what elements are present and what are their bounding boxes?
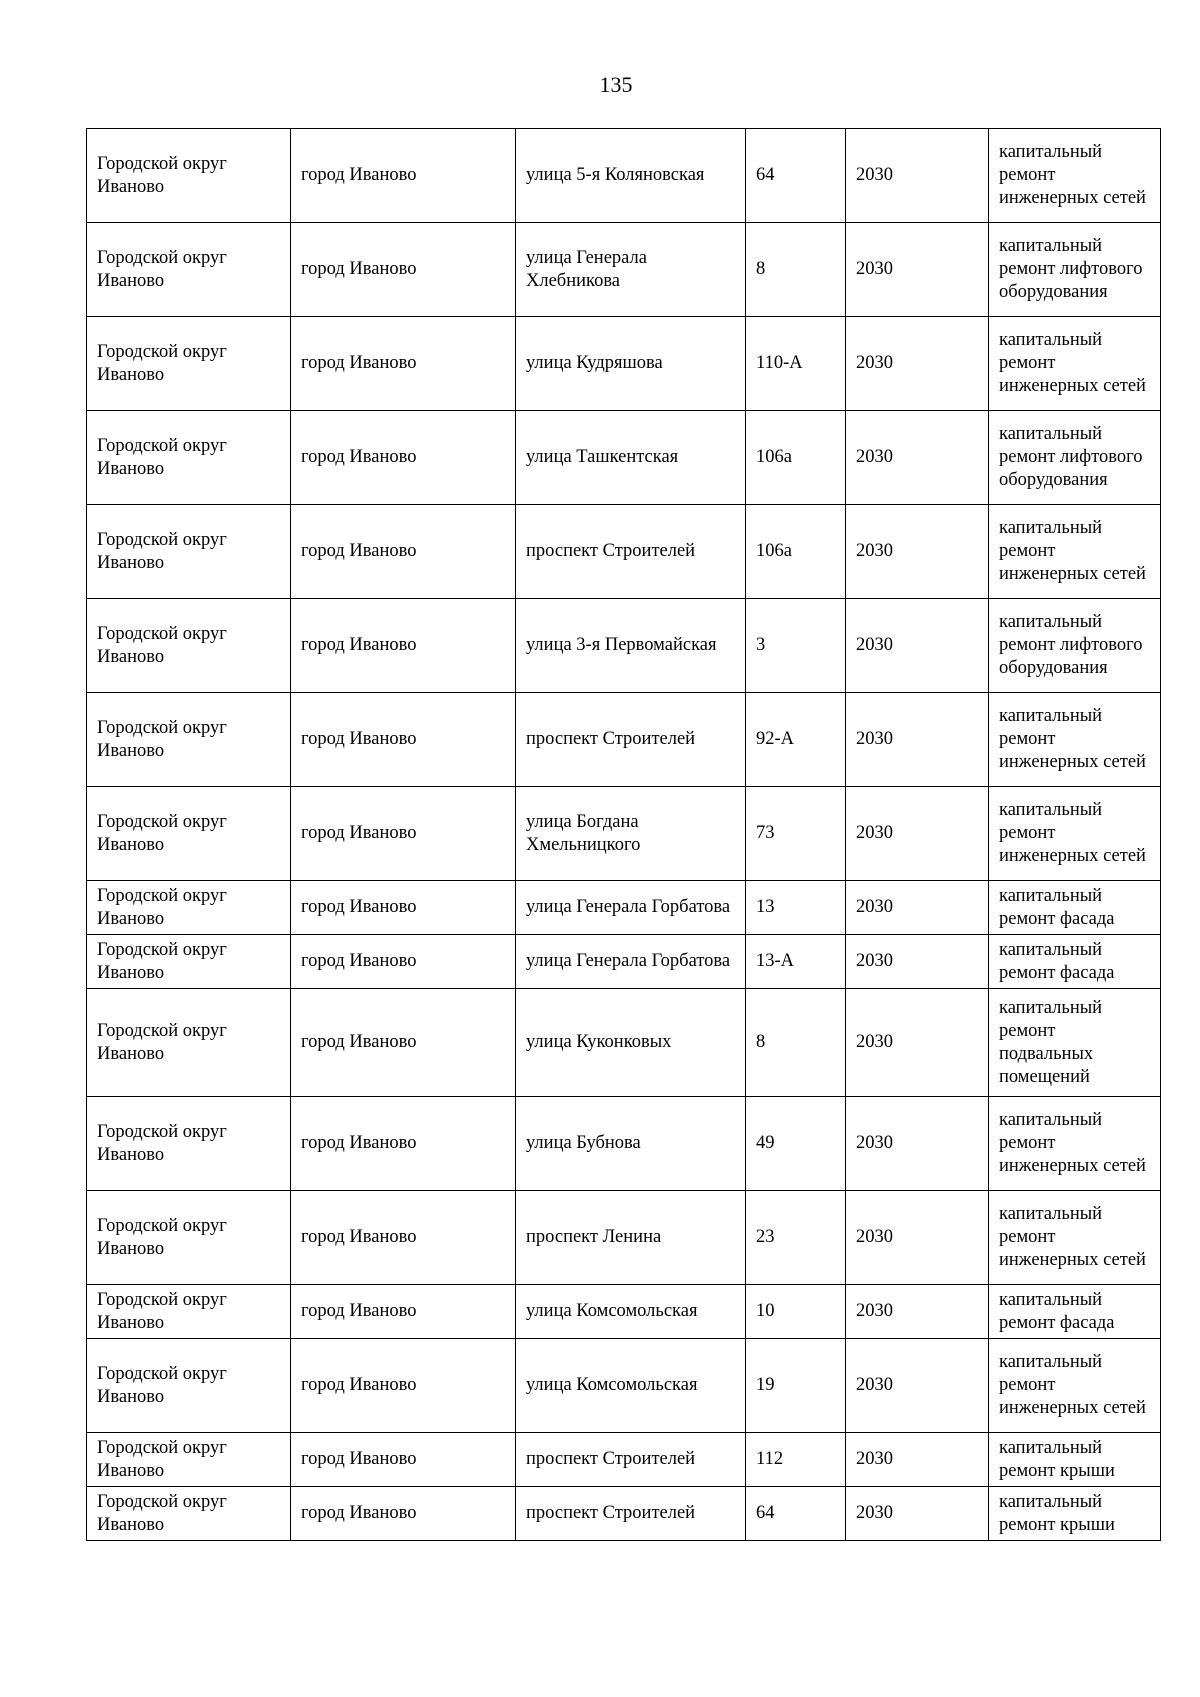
- street-cell: улица Куконковых: [516, 989, 746, 1097]
- year-cell: 2030: [846, 1339, 989, 1433]
- municipality-cell: Городской округ Иваново: [87, 599, 291, 693]
- street-cell: улица Генерала Хлебникова: [516, 223, 746, 317]
- work-type-cell: капитальный ремонт лифтового оборудования: [989, 223, 1161, 317]
- work-type-cell: капитальный ремонт подвальных помещений: [989, 989, 1161, 1097]
- house-cell: 3: [746, 599, 846, 693]
- table-row: [87, 1487, 1161, 1541]
- year-cell: 2030: [846, 129, 989, 223]
- street-cell: улица Ташкентская: [516, 411, 746, 505]
- municipality-cell: Городской округ Иваново: [87, 223, 291, 317]
- work-type-cell: капитальный ремонт инженерных сетей: [989, 693, 1161, 787]
- municipality-cell: Городской округ Иваново: [87, 1097, 291, 1191]
- work-type-cell: капитальный ремонт фасада: [989, 1285, 1161, 1339]
- year-cell: 2030: [846, 505, 989, 599]
- work-type-cell: капитальный ремонт лифтового оборудования: [989, 411, 1161, 505]
- street-cell: улица Комсомольская: [516, 1339, 746, 1433]
- settlement-cell: город Иваново: [291, 411, 516, 505]
- table-row: [87, 1339, 1161, 1433]
- table-row: [87, 317, 1161, 411]
- table-row: [87, 935, 1161, 989]
- house-cell: 23: [746, 1191, 846, 1285]
- house-cell: 110-А: [746, 317, 846, 411]
- table-row: [87, 1433, 1161, 1487]
- table-row: [87, 1097, 1161, 1191]
- table-row: [87, 411, 1161, 505]
- street-cell: улица Генерала Горбатова: [516, 881, 746, 935]
- year-cell: 2030: [846, 599, 989, 693]
- year-cell: 2030: [846, 411, 989, 505]
- work-type-cell: капитальный ремонт фасада: [989, 881, 1161, 935]
- house-cell: 64: [746, 129, 846, 223]
- municipality-cell: Городской округ Иваново: [87, 129, 291, 223]
- table-row: [87, 787, 1161, 881]
- work-type-cell: капитальный ремонт инженерных сетей: [989, 129, 1161, 223]
- house-cell: 19: [746, 1339, 846, 1433]
- street-cell: улица Комсомольская: [516, 1285, 746, 1339]
- municipality-cell: Городской округ Иваново: [87, 989, 291, 1097]
- work-type-cell: капитальный ремонт инженерных сетей: [989, 505, 1161, 599]
- street-cell: улица 3-я Первомайская: [516, 599, 746, 693]
- work-type-cell: капитальный ремонт крыши: [989, 1433, 1161, 1487]
- house-cell: 8: [746, 223, 846, 317]
- house-cell: 106а: [746, 411, 846, 505]
- street-cell: улица Богдана Хмельницкого: [516, 787, 746, 881]
- municipality-cell: Городской округ Иваново: [87, 1433, 291, 1487]
- settlement-cell: город Иваново: [291, 1097, 516, 1191]
- house-cell: 8: [746, 989, 846, 1097]
- street-cell: проспект Ленина: [516, 1191, 746, 1285]
- settlement-cell: город Иваново: [291, 1487, 516, 1541]
- year-cell: 2030: [846, 223, 989, 317]
- table-row: [87, 881, 1161, 935]
- year-cell: 2030: [846, 935, 989, 989]
- settlement-cell: город Иваново: [291, 693, 516, 787]
- table-row: [87, 599, 1161, 693]
- house-cell: 106а: [746, 505, 846, 599]
- table-row: [87, 505, 1161, 599]
- table-row: [87, 989, 1161, 1097]
- year-cell: 2030: [846, 317, 989, 411]
- year-cell: 2030: [846, 989, 989, 1097]
- municipality-cell: Городской округ Иваново: [87, 693, 291, 787]
- work-type-cell: капитальный ремонт крыши: [989, 1487, 1161, 1541]
- table-row: [87, 129, 1161, 223]
- house-cell: 49: [746, 1097, 846, 1191]
- work-type-cell: капитальный ремонт инженерных сетей: [989, 787, 1161, 881]
- settlement-cell: город Иваново: [291, 989, 516, 1097]
- settlement-cell: город Иваново: [291, 1191, 516, 1285]
- work-type-cell: капитальный ремонт инженерных сетей: [989, 1097, 1161, 1191]
- municipality-cell: Городской округ Иваново: [87, 317, 291, 411]
- municipality-cell: Городской округ Иваново: [87, 1339, 291, 1433]
- work-type-cell: капитальный ремонт фасада: [989, 935, 1161, 989]
- municipality-cell: Городской округ Иваново: [87, 411, 291, 505]
- house-cell: 64: [746, 1487, 846, 1541]
- year-cell: 2030: [846, 1097, 989, 1191]
- year-cell: 2030: [846, 787, 989, 881]
- street-cell: проспект Строителей: [516, 693, 746, 787]
- settlement-cell: город Иваново: [291, 881, 516, 935]
- house-cell: 92-А: [746, 693, 846, 787]
- settlement-cell: город Иваново: [291, 787, 516, 881]
- settlement-cell: город Иваново: [291, 505, 516, 599]
- year-cell: 2030: [846, 693, 989, 787]
- year-cell: 2030: [846, 1191, 989, 1285]
- settlement-cell: город Иваново: [291, 599, 516, 693]
- municipality-cell: Городской округ Иваново: [87, 935, 291, 989]
- year-cell: 2030: [846, 1487, 989, 1541]
- municipality-cell: Городской округ Иваново: [87, 881, 291, 935]
- municipality-cell: Городской округ Иваново: [87, 1285, 291, 1339]
- repair-schedule-table: [86, 128, 1161, 1541]
- settlement-cell: город Иваново: [291, 317, 516, 411]
- settlement-cell: город Иваново: [291, 1433, 516, 1487]
- street-cell: улица Кудряшова: [516, 317, 746, 411]
- house-cell: 112: [746, 1433, 846, 1487]
- municipality-cell: Городской округ Иваново: [87, 1191, 291, 1285]
- work-type-cell: капитальный ремонт лифтового оборудования: [989, 599, 1161, 693]
- year-cell: 2030: [846, 881, 989, 935]
- table-body: [87, 129, 1161, 1541]
- table-row: [87, 1285, 1161, 1339]
- settlement-cell: город Иваново: [291, 1339, 516, 1433]
- street-cell: улица 5-я Коляновская: [516, 129, 746, 223]
- street-cell: проспект Строителей: [516, 505, 746, 599]
- table-row: [87, 1191, 1161, 1285]
- page-number: 135: [599, 72, 633, 97]
- municipality-cell: Городской округ Иваново: [87, 787, 291, 881]
- street-cell: проспект Строителей: [516, 1487, 746, 1541]
- house-cell: 13-А: [746, 935, 846, 989]
- street-cell: улица Бубнова: [516, 1097, 746, 1191]
- house-cell: 13: [746, 881, 846, 935]
- table-row: [87, 693, 1161, 787]
- work-type-cell: капитальный ремонт инженерных сетей: [989, 317, 1161, 411]
- municipality-cell: Городской округ Иваново: [87, 1487, 291, 1541]
- work-type-cell: капитальный ремонт инженерных сетей: [989, 1339, 1161, 1433]
- work-type-cell: капитальный ремонт инженерных сетей: [989, 1191, 1161, 1285]
- year-cell: 2030: [846, 1433, 989, 1487]
- settlement-cell: город Иваново: [291, 129, 516, 223]
- settlement-cell: город Иваново: [291, 223, 516, 317]
- house-cell: 10: [746, 1285, 846, 1339]
- table-row: [87, 223, 1161, 317]
- street-cell: улица Генерала Горбатова: [516, 935, 746, 989]
- house-cell: 73: [746, 787, 846, 881]
- street-cell: проспект Строителей: [516, 1433, 746, 1487]
- settlement-cell: город Иваново: [291, 935, 516, 989]
- year-cell: 2030: [846, 1285, 989, 1339]
- municipality-cell: Городской округ Иваново: [87, 505, 291, 599]
- settlement-cell: город Иваново: [291, 1285, 516, 1339]
